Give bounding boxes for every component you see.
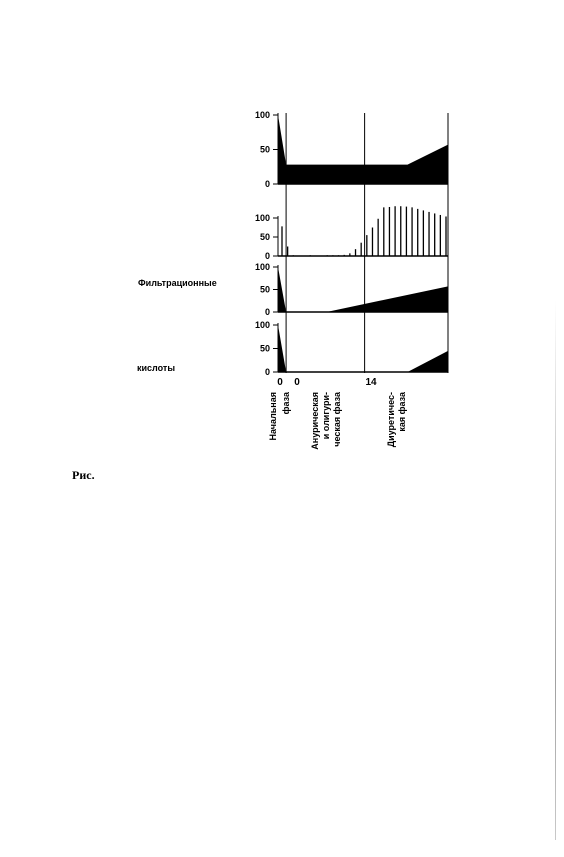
panel-3-ytick-label: 50 xyxy=(259,284,270,295)
panel-2-ytick-label: 0 xyxy=(264,251,270,261)
phase-label: Диуретичес- xyxy=(386,392,396,448)
panel-4-ytick-label: 50 xyxy=(259,343,270,354)
phase-label: фаза xyxy=(281,392,291,415)
panel-3-area xyxy=(278,267,448,312)
figure-caption: Рис. xyxy=(72,468,95,482)
phase-label: ческая фаза xyxy=(332,392,342,447)
panel-4-area xyxy=(278,325,448,372)
x-tick-label: 0 xyxy=(277,377,283,388)
phase-label: и олигури- xyxy=(321,392,331,440)
panel-1-area xyxy=(278,115,448,184)
phase-label: кая фаза xyxy=(397,392,407,432)
panel-1-ytick-label: 100 xyxy=(254,110,270,120)
x-tick-label: 14 xyxy=(365,377,377,388)
phase-label: Анурическая xyxy=(310,392,320,450)
panel-4-ytick-label: 0 xyxy=(264,367,270,377)
panel-1-ytick-label: 50 xyxy=(259,144,270,155)
panel-4-ytick-label: 100 xyxy=(254,320,270,330)
panel-1-ytick-label: 0 xyxy=(264,179,270,189)
panel-3-ytick-label: 0 xyxy=(264,307,270,317)
scan-edge-line xyxy=(555,300,556,840)
panel-3-ytick-label: 100 xyxy=(254,262,270,272)
filtration-label: Фильтрационные xyxy=(138,278,217,288)
panel-2-ytick-label: 100 xyxy=(254,213,270,223)
panel-2-ytick-label: 50 xyxy=(259,232,270,242)
phase-label: Начальная xyxy=(268,392,278,441)
acid-label: кислоты xyxy=(137,363,176,373)
x-tick-label: 0 xyxy=(294,377,300,388)
